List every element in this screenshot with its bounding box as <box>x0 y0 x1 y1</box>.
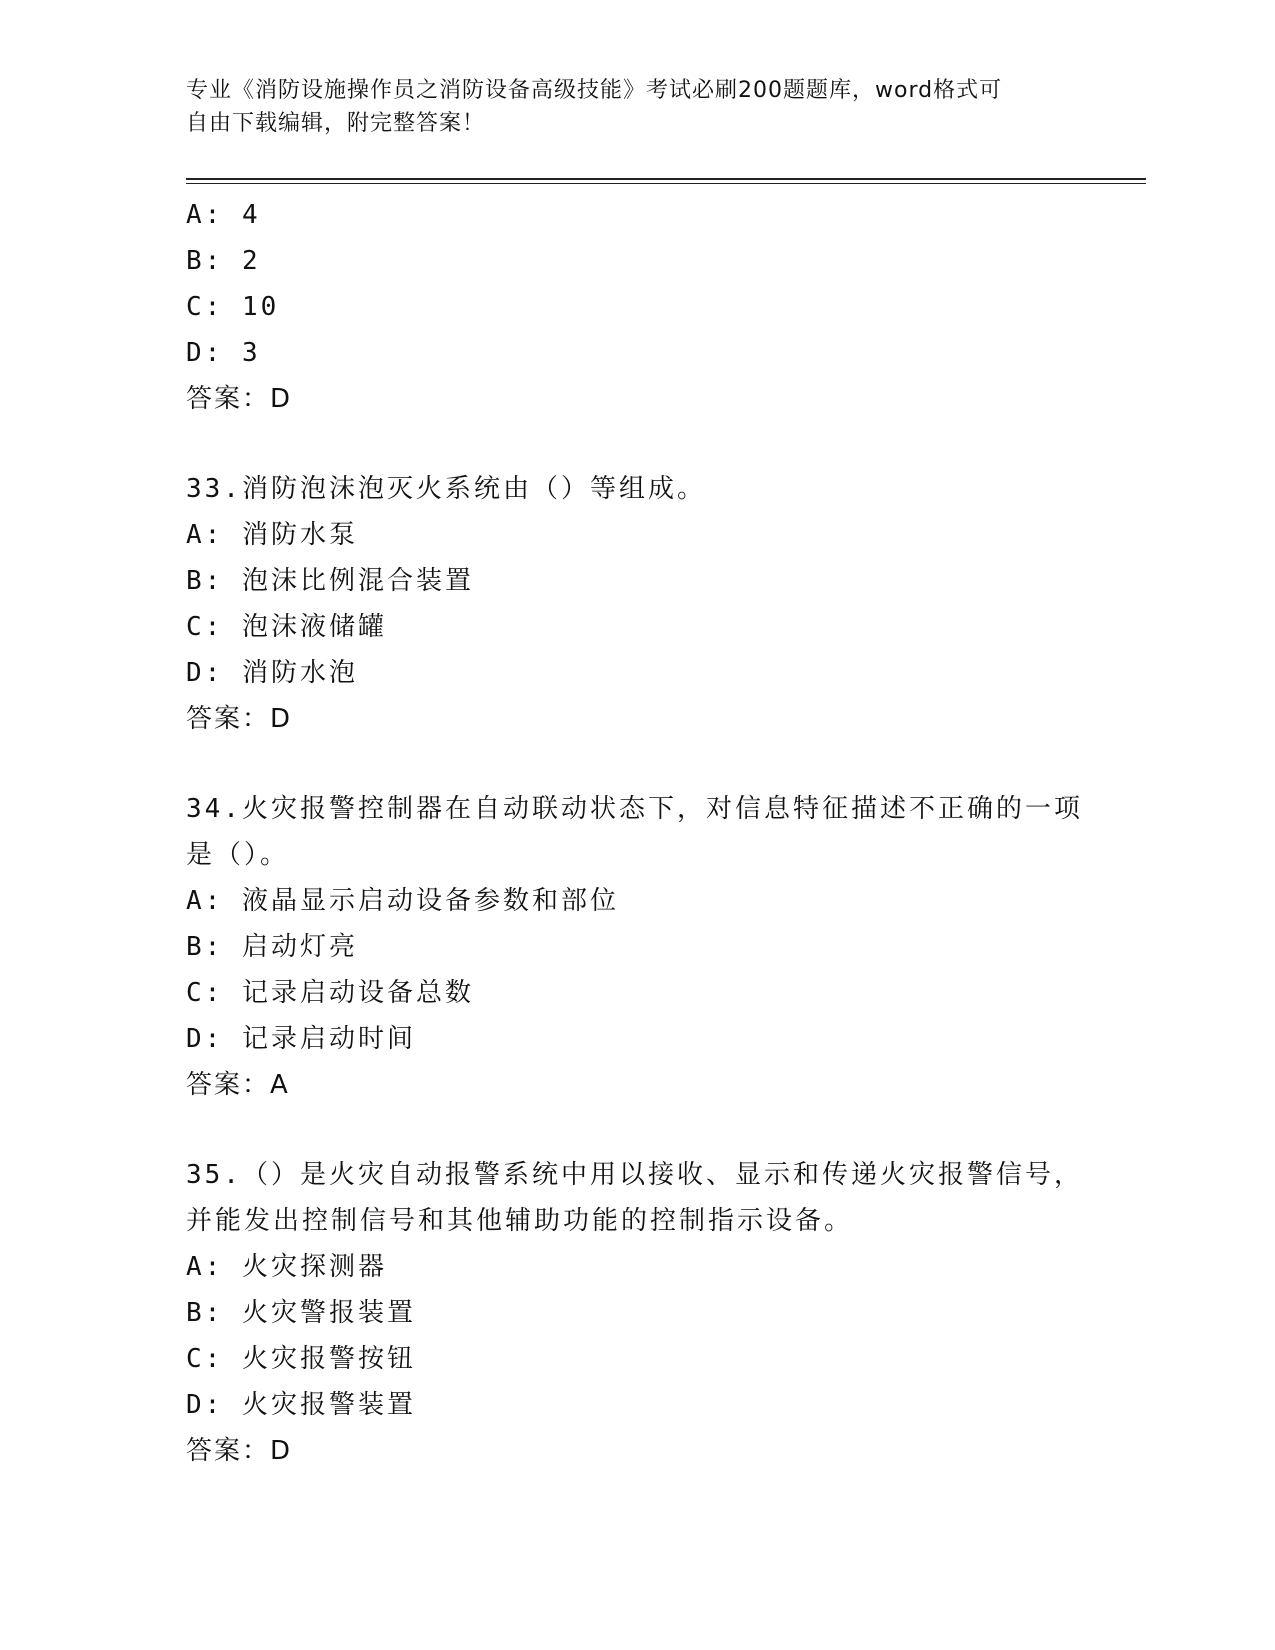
option-d: D: 3 <box>186 338 261 368</box>
question-33 <box>186 466 1086 742</box>
answer-line: 答案：A <box>186 1070 290 1100</box>
option-c: C: 火灾报警按钮 <box>186 1344 416 1374</box>
question-32-tail <box>186 192 1086 422</box>
document-header <box>186 74 1086 140</box>
header-divider-thin <box>186 183 1146 184</box>
question-34 <box>186 786 1086 1108</box>
answer-line: 答案：D <box>186 1436 293 1466</box>
answer-line: 答案：D <box>186 384 293 414</box>
question-stem-line-2: 并能发出控制信号和其他辅助功能的控制指示设备。 <box>186 1206 854 1236</box>
question-stem-line-1: 34.火灾报警控制器在自动联动状态下，对信息特征描述不正确的一项 <box>186 794 1083 824</box>
header-line-2: 自由下载编辑，附完整答案！ <box>186 111 486 136</box>
question-stem-line-1: 35.（）是火灾自动报警系统中用以接收、显示和传递火灾报警信号， <box>186 1160 1083 1190</box>
option-a: A: 火灾探测器 <box>186 1252 387 1282</box>
option-a: A: 液晶显示启动设备参数和部位 <box>186 886 619 916</box>
option-c: C: 10 <box>186 292 280 322</box>
header-line-1: 专业《消防设施操作员之消防设备高级技能》考试必刷200题题库，word格式可 <box>186 78 1003 103</box>
option-d: D: 记录启动时间 <box>186 1024 416 1054</box>
option-c: C: 泡沫液储罐 <box>186 612 387 642</box>
question-35 <box>186 1152 1086 1474</box>
question-stem-line-2: 是（）。 <box>186 840 290 870</box>
question-stem: 33.消防泡沫泡灭火系统由（）等组成。 <box>186 474 706 504</box>
spacer <box>186 1108 1086 1152</box>
header-divider-thick <box>186 178 1146 180</box>
option-b: B: 2 <box>186 246 261 276</box>
spacer <box>186 422 1086 466</box>
answer-line: 答案：D <box>186 704 293 734</box>
spacer <box>186 742 1086 786</box>
option-a: A: 4 <box>186 200 261 230</box>
option-b: B: 泡沫比例混合装置 <box>186 566 474 596</box>
option-d: D: 火灾报警装置 <box>186 1390 416 1420</box>
option-b: B: 启动灯亮 <box>186 932 358 962</box>
option-a: A: 消防水泵 <box>186 520 358 550</box>
option-b: B: 火灾警报装置 <box>186 1298 416 1328</box>
option-d: D: 消防水泡 <box>186 658 358 688</box>
option-c: C: 记录启动设备总数 <box>186 978 474 1008</box>
question-list <box>186 192 1086 1474</box>
